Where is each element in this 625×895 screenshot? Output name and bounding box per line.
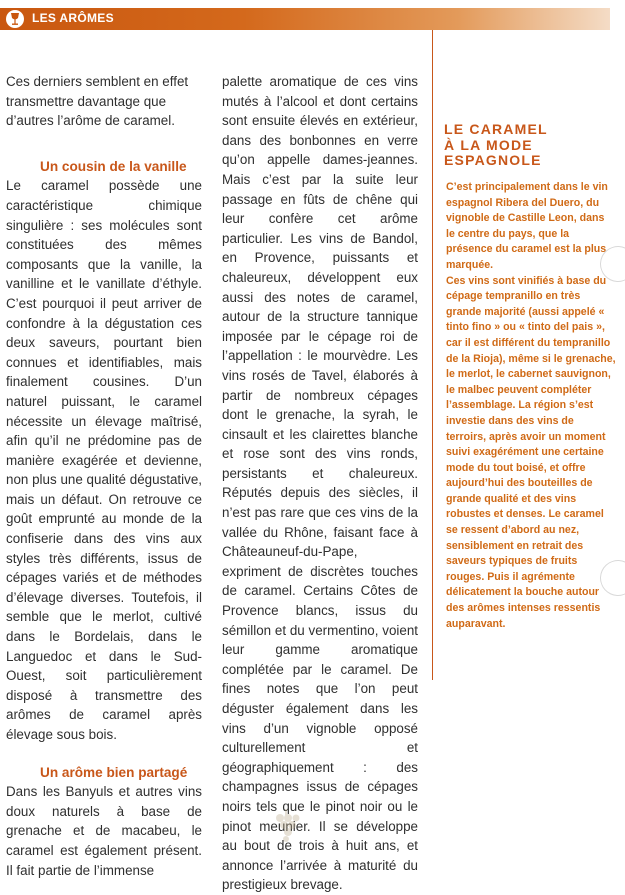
heading-partage: Un arôme bien partagé — [40, 764, 188, 780]
wine-glass-icon — [6, 10, 24, 28]
sidebar-title — [444, 122, 614, 169]
sidebar-title-line-3: ESPAGNOLE — [444, 152, 542, 168]
paragraph-column-2: palette aromatique de ces vins mutés à l’alcool et dont certains sont ensuite élevés en extérieur, dans des bonbonnes en verre qu’on appelle dames-jeannes. Mais c’est par la suite leur passage en fûts de chêne qui leur confère cet arôme particulier. Les vins de Bandol, en Provence, puissants et chaleureux, développent eux aussi des notes de caramel, autour de la structure tannique imposée par le cépage roi de l’appellation : le mourvèdre. Les vins rosés de Tavel, élaborés à partir de nombreux cépages dont le grenache, la syrah, le cinsault et les clairettes blanche et rose sont des vins ronds, persistants et chaleureux. Réputés depuis des siècles, il n’est pas rare que ces vins de la vallée du Rhône, faisant face à Châteauneuf-du-Pape, expriment de discrètes touches de caramel. Certains Côtes de Provence blancs, issus du sémillon et du vermentino, voient leur gamme aromatique complétée par le caramel. De fines notes que l’on peut déguster également dans les vins d’un vignoble opposé culturellement et géographiquement : des champagnes issus de cépages noirs tels que le pinot noir ou le pinot meunier. Il se développe au bout de trois à huit ans, et annonce l’arrivée à maturité du prestigieux brevage. — [222, 74, 418, 893]
intro-paragraph: Ces derniers semblent en effet transmettre davantage que d’autres l’arôme de caramel. — [6, 74, 189, 129]
section-title: LES ARÔMES — [32, 11, 114, 25]
sidebar-divider — [432, 30, 433, 680]
column-1 — [6, 72, 202, 880]
sidebar-paragraph-1: C’est principalement dans le vin espagnol Ribera del Duero, du vignoble de Castille Leon, dans le centre du pays, que la présence du caramel est la plus marquée. — [446, 181, 608, 271]
heading-vanille: Un cousin de la vanille — [40, 158, 187, 174]
paragraph-partage: Dans les Banyuls et autres vins doux naturels à base de grenache et de macabeu, le caramel est également présent. Il fait partie de l’immense — [6, 784, 202, 878]
grape-icon — [266, 806, 306, 846]
sidebar-paragraph-2: Ces vins sont vinifiés à base du cépage tempranillo en très grande majorité (aussi appelé « tinto fino » ou « tinto del pais », car il est différent du tempranillo de la Rioja), même si le grenache, le merlot, le cabernet sauvignon, le malbec peuvent compléter l’assemblage. La région s’est investie dans des vins de terroirs, après avoir un moment suivi exagérément une certaine mode du tout boisé, et offre aujourd’hui des bouteilles de grande qualité et des vins robustes et denses. Le caramel se ressent d’abord au nez, sensiblement en retrait des saveurs typiques de fruits rouges. Puis il agrémente délicatement la bouche autour des arômes intenses ressentis auparavant. — [446, 274, 616, 630]
sidebar-title-line-1: LE CARAMEL — [444, 121, 548, 137]
sidebar-text — [446, 180, 616, 632]
paragraph-vanille: Le caramel possède une caractéristique chimique singulière : ses molécules sont constituées des mêmes composants que la vanille, la vanilline et le vanillate d’éthyle. C’est pourquoi il peut arriver de confondre à la dégustation ces deux saveurs, pourtant bien connues et identifiables, mais finalement cousines. D’un naturel puissant, le caramel nécessite un élevage maîtrisé, afin qu’il ne prédomine pas de manière exagérée et devienne, non plus une qualité dégustative, mais un défaut. On retrouve ce goût emprunté au monde de la confiserie dans des vins aux styles très différents, issus de cépages variés et de méthodes d’élevage diverses. Toutefois, il semble que le merlot, cultivé dans le Bordelais, dans le Languedoc et dans le Sud-Ouest, soit particulièrement disposé à transmettre des arômes de caramel après élevage sous bois. — [6, 178, 202, 742]
sidebar-title-line-2: À LA MODE — [444, 136, 533, 153]
column-2 — [222, 72, 418, 895]
